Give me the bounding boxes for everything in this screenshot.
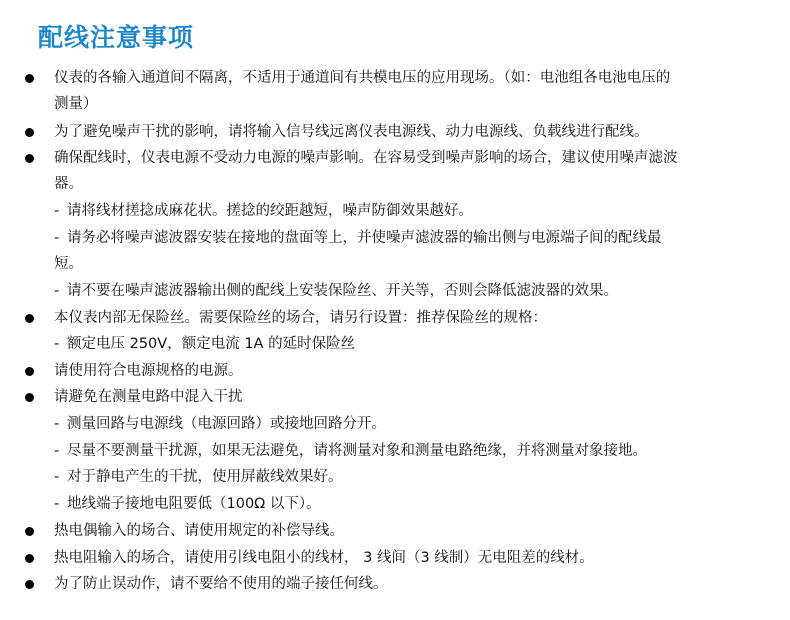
sub-item-text: 短。 <box>54 256 83 272</box>
bullet-icon <box>25 154 34 163</box>
list-item-text: 本仪表内部无保险丝。需要保险丝的场合，请另行设置：推荐保险丝的规格： <box>54 310 547 326</box>
list-item-text: 请避免在测量电路中混入干扰 <box>54 389 243 405</box>
list-item-text: 为了防止误动作，请不要给不使用的端子接任何线。 <box>54 576 388 592</box>
list-item-text: 确保配线时，仪表电源不受动力电源的噪声影响。在容易受到噪声影响的场合，建议使用噪声滤波 <box>54 150 678 166</box>
list-item-text: 为了避免噪声干扰的影响，请将输入信号线远离仪表电源线、动力电源线、负载线进行配线。 <box>54 124 649 140</box>
list-item-text: 器。 <box>54 176 83 192</box>
dash-marker: - <box>54 443 60 459</box>
sub-item-text: 请务必将噪声滤波器安装在接地的盘面等上，并使噪声滤波器的输出侧与电源端子间的配线最 <box>67 230 662 246</box>
bullet-icon <box>25 74 34 83</box>
dash-marker: - <box>54 496 60 512</box>
sub-item-text: 对于静电产生的干扰，使用屏蔽线效果好。 <box>67 469 343 485</box>
sub-item-text: 请将线材搓捻成麻花状。搓捻的绞距越短，噪声防御效果越好。 <box>67 203 473 219</box>
dash-marker: - <box>54 469 60 485</box>
page-title: 配线注意事项 <box>38 23 195 52</box>
sub-item-text: 请不要在噪声滤波器输出侧的配线上安装保险丝、开关等，否则会降低滤波器的效果。 <box>67 283 618 299</box>
bullet-icon <box>25 527 34 536</box>
sub-item-text: 额定电压 250V，额定电流 1A 的延时保险丝 <box>67 336 356 352</box>
bullet-icon <box>25 128 34 137</box>
list-item-text: 仪表的各输入通道间不隔离，不适用于通道间有共模电压的应用现场。（如：电池组各电池电压的 <box>54 70 671 86</box>
list-item-text: 热电偶输入的场合、请使用规定的补偿导线。 <box>54 523 344 539</box>
dash-marker: - <box>54 283 60 299</box>
bullet-icon <box>25 554 34 563</box>
sub-item-text: 测量回路与电源线（电源回路）或接地回路分开。 <box>67 416 386 432</box>
dash-marker: - <box>54 203 60 219</box>
bullet-icon <box>25 367 34 376</box>
list-item-text: 热电阻输入的场合，请使用引线电阻小的线材， 3 线间（3 线制）无电阻差的线材。 <box>54 550 594 566</box>
dash-marker: - <box>54 336 60 352</box>
list-item-text: 请使用符合电源规格的电源。 <box>54 363 243 379</box>
dash-marker: - <box>54 416 60 432</box>
dash-marker: - <box>54 230 60 246</box>
bullet-icon <box>25 580 34 589</box>
list-item-text: 测量） <box>54 96 98 112</box>
sub-item-text: 地线端子接地电阻要低（100Ω 以下）。 <box>67 496 321 512</box>
sub-item-text: 尽量不要测量干扰源，如果无法避免，请将测量对象和测量电路绝缘，并将测量对象接地。 <box>67 443 647 459</box>
bullet-icon <box>25 314 34 323</box>
bullet-icon <box>25 393 34 402</box>
